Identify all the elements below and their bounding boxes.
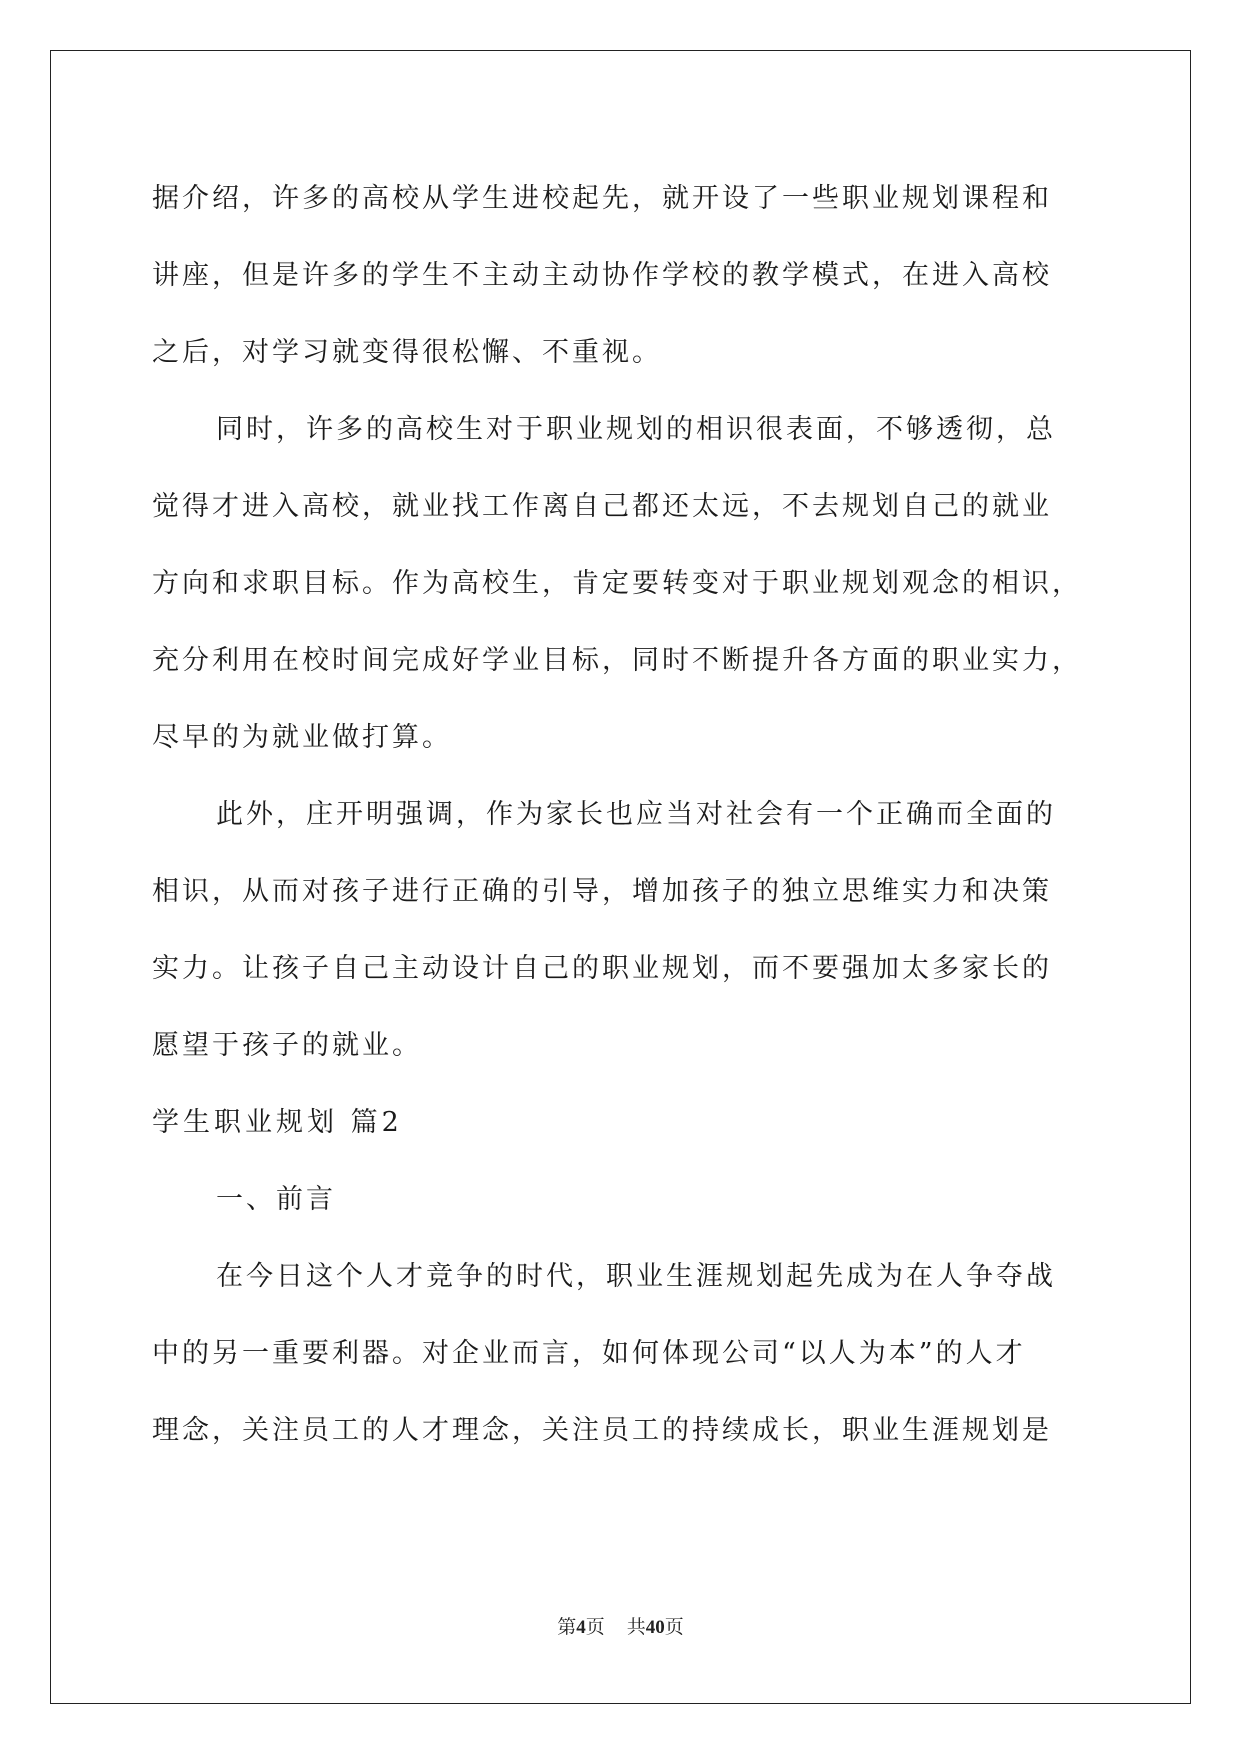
paragraph-line: 尽早的为就业做打算。 xyxy=(152,722,452,753)
paragraph-line: 愿望于孩子的就业。 xyxy=(152,1030,422,1061)
paragraph-line: 同时，许多的高校生对于职业规划的相识很表面，不够透彻，总 xyxy=(216,414,1056,445)
paragraph-line: 实力。让孩子自己主动设计自己的职业规划，而不要强加太多家长的 xyxy=(152,953,1052,984)
paragraph-line: 方向和求职目标。作为高校生，肯定要转变对于职业规划观念的相识， xyxy=(152,568,1082,599)
paragraph-line: 中的另一重要利器。对企业而言，如何体现公司“以人为本”的人才 xyxy=(152,1338,1026,1369)
paragraph-line: 理念，关注员工的人才理念，关注员工的持续成长，职业生涯规划是 xyxy=(152,1415,1052,1446)
page-total-label: 共40页 xyxy=(626,1617,684,1638)
paragraph-line: 相识，从而对孩子进行正确的引导，增加孩子的独立思维实力和决策 xyxy=(152,876,1052,907)
document-body xyxy=(152,160,1090,1469)
page-number-label: 第4页 xyxy=(557,1617,605,1638)
paragraph-line: 讲座，但是许多的学生不主动主动协作学校的教学模式，在进入高校 xyxy=(152,260,1052,291)
subsection-heading: 一、前言 xyxy=(216,1184,336,1215)
paragraph-line: 充分利用在校时间完成好学业目标，同时不断提升各方面的职业实力， xyxy=(152,645,1082,676)
page-footer xyxy=(0,1612,1241,1639)
section-heading: 学生职业规划 篇2 xyxy=(152,1107,403,1138)
paragraph-line: 此外，庄开明强调，作为家长也应当对社会有一个正确而全面的 xyxy=(216,799,1056,830)
paragraph-line: 之后，对学习就变得很松懈、不重视。 xyxy=(152,337,662,368)
paragraph-line: 觉得才进入高校，就业找工作离自己都还太远，不去规划自己的就业 xyxy=(152,491,1052,522)
paragraph-line: 在今日这个人才竞争的时代，职业生涯规划起先成为在人争夺战 xyxy=(216,1261,1056,1292)
paragraph-line: 据介绍，许多的高校从学生进校起先，就开设了一些职业规划课程和 xyxy=(152,183,1052,214)
